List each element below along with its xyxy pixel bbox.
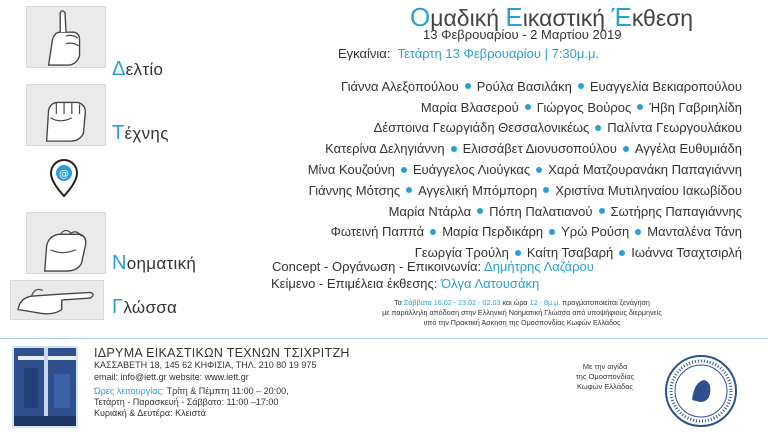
artist-name: Μίνα Κουζούνη	[307, 162, 395, 178]
artist-name: Κατερίνα Δεληγιάννη	[325, 141, 445, 157]
fist-hand-icon	[27, 85, 105, 145]
opening-hours: Ώρες λειτουργίας: Τρίτη & Πέμπτη 11:00 – 20:00, Τετάρτη - Παρασκευή - Σάββατο: 11:00 –17:00 Κυριακή & Δευτέρα: Κλειστά	[94, 386, 289, 418]
foundation-logo-image	[12, 346, 78, 428]
artist-name: Μαρία Βλασερού	[420, 99, 519, 115]
foundation-contact: email: info@iett.gr website: www.iett.gr	[94, 372, 249, 382]
artist-name: Ευάγγελος Λιούγκας	[412, 162, 531, 178]
left-word-deltio: Δελτίο	[112, 58, 164, 80]
opening-info	[338, 46, 599, 61]
hand-sign-icon	[27, 213, 105, 273]
artist-name: Αγγέλα Ευθυμιάδη	[634, 141, 742, 157]
left-word-technis: Τέχνης	[112, 122, 169, 144]
guided-tour-note: Τα Σάββατα 16.02 - 23.02 - 02.03 και ώρα 12 - 8μ.μ. πραγματοποιείται ξενάγηση με παράλληλη απόδοση στην Ελληνική Νοηματική Γλώσσα από υποψήφιους διερμηνείς υπό την Πρακτική Άσκηση της Ομοσπονδίας Κωφών Ελλάδος	[382, 298, 662, 327]
artist-name: Ευαγγελία Βεκιαροπούλου	[589, 78, 742, 94]
artist-name: Ελισσάβετ Διονυσοπούλου	[462, 141, 617, 157]
artist-row	[222, 138, 742, 159]
at-symbol: @	[59, 169, 69, 180]
bullet-dot	[549, 229, 555, 235]
artist-name: Πόπη Παλατιανού	[489, 203, 593, 219]
bullet-dot	[536, 167, 542, 173]
bullet-dot	[465, 83, 471, 89]
hand-sign-image-delta	[26, 6, 106, 68]
artist-row	[222, 222, 742, 243]
bullet-dot	[635, 229, 641, 235]
artist-name: Χριστίνα Μυτιληναίου Ιακωβίδου	[555, 182, 742, 198]
hand-sign-image-gamma	[10, 280, 104, 320]
artist-row	[222, 97, 742, 118]
artist-name: Μαρία Περδικάρη	[442, 224, 544, 240]
artist-name: Γιώργος Βούρος	[536, 99, 632, 115]
opening-label: Εγκαίνια:	[338, 46, 391, 61]
hand-sign-image-nu	[26, 212, 106, 274]
bullet-dot	[525, 104, 531, 110]
bullet-dot	[406, 187, 412, 193]
exhibition-dates: 13 Φεβρουαρίου - 2 Μαρτίου 2019	[423, 27, 622, 42]
artist-row	[222, 201, 742, 222]
bullet-dot	[430, 229, 436, 235]
bullet-dot	[595, 125, 601, 131]
bullet-dot	[599, 208, 605, 214]
left-word-glossa: Γλώσσα	[112, 296, 178, 318]
artist-row	[222, 76, 742, 97]
artist-row	[222, 180, 742, 201]
concept-credit: Concept - Οργάνωση - Επικοινωνία: Δημήτρης Λαζάρου	[272, 259, 594, 274]
exhibition-title: Ομαδική Εικαστική Έκθεση	[410, 2, 694, 32]
foundation-address: ΚΑΣΣΑΒΕΤΗ 18, 145 62 ΚΗΦΙΣΙΑ, ΤΗΛ. 210 80 19 975	[94, 360, 317, 370]
artist-name: Γιάννης Μότσης	[308, 182, 401, 198]
bullet-dot	[543, 187, 549, 193]
foundation-name: ΙΔΡΥΜΑ ΕΙΚΑΣΤΙΚΩΝ ΤΕΧΝΩΝ ΤΣΙΧΡΙΤΖΗ	[94, 346, 350, 360]
artist-name: Ιωάννα Τσαχτσιρλή	[631, 245, 742, 261]
footer-divider	[0, 338, 768, 339]
location-pin-icon	[47, 158, 81, 198]
artist-name: Φωτεινή Παππά	[330, 224, 425, 240]
artist-list	[222, 76, 742, 263]
artist-name: Χαρά Ματζουρανάκη Παπαγιάννη	[548, 162, 742, 178]
concept-name: Δημήτρης Λαζάρου	[484, 259, 594, 274]
artist-row	[222, 159, 742, 180]
artist-name: Δέσποινα Γεωργιάδη Θεσσαλονικέως	[373, 120, 590, 136]
artist-name: Γεωργία Τρούλη	[414, 245, 509, 261]
bullet-dot	[401, 167, 407, 173]
auspices-note: Με την αιγίδα της Ομοσπονδίας Κωφών Ελλάδος	[575, 362, 635, 391]
hand-sign-icon	[27, 7, 105, 67]
artist-name: Ρούλα Βασιλάκη	[476, 78, 572, 94]
artist-name: Υρώ Ρούση	[561, 224, 630, 240]
bullet-dot	[578, 83, 584, 89]
bullet-dot	[623, 146, 629, 152]
bullet-dot	[477, 208, 483, 214]
artist-name: Μανταλένα Τάνη	[647, 224, 742, 240]
artist-name: Σωτήρης Παπαγιάννης	[610, 203, 742, 219]
federation-seal-icon	[664, 354, 738, 428]
bullet-dot	[451, 146, 457, 152]
bullet-dot	[637, 104, 643, 110]
bullet-dot	[619, 250, 625, 256]
artist-name: Καίτη Τσαβαρή	[526, 245, 614, 261]
hours-label: Ώρες λειτουργίας:	[94, 386, 165, 396]
opening-value: Τετάρτη 13 Φεβρουαρίου | 7:30μ.μ.	[397, 46, 600, 61]
artist-name: Παλίντα Γεωργουλάκου	[607, 120, 742, 136]
artist-name: Μαρία Ντάρλα	[388, 203, 472, 219]
pointing-hand-icon	[11, 281, 103, 319]
abstract-artwork-icon	[14, 348, 78, 428]
bullet-dot	[515, 250, 521, 256]
left-word-noimatiki: Νοηματική	[112, 252, 197, 274]
artist-name: Γιάννα Αλεξοπούλου	[341, 78, 459, 94]
artist-name: Αγγελική Μπόμπορη	[418, 182, 538, 198]
artist-row	[222, 118, 742, 139]
curator-name: Όλγα Λατουσάκη	[440, 276, 540, 291]
hand-sign-image-tau	[26, 84, 106, 146]
artist-name: Ήβη Γαβριηλίδη	[649, 99, 742, 115]
curation-credit: Κείμενο - Επιμέλεια έκθεσης: Όλγα Λατουσάκη	[271, 276, 540, 291]
